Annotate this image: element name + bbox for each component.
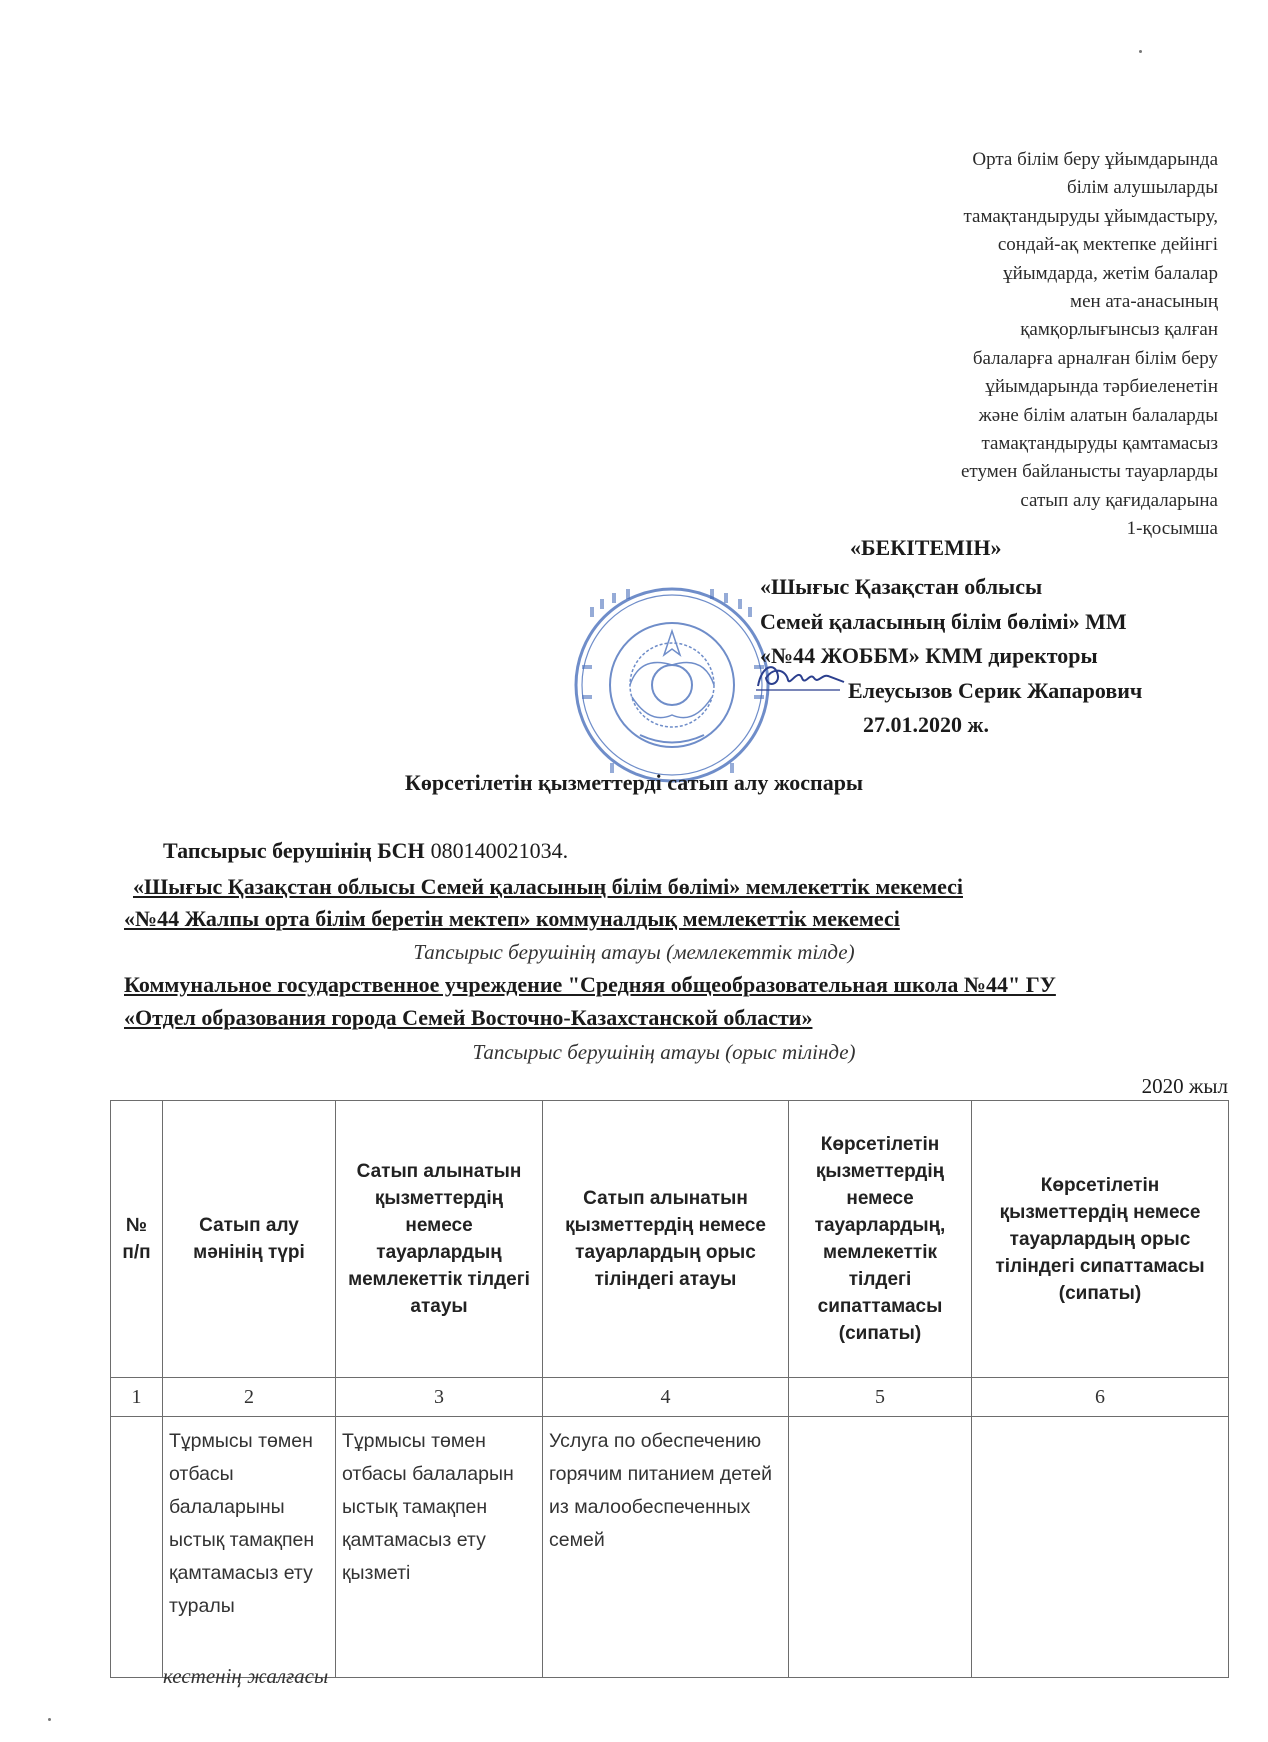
column-number: 1 xyxy=(111,1378,163,1417)
caption-ru: Тапсырыс берушінің атауы (орыс тілінде) xyxy=(472,1040,856,1064)
customer-bin xyxy=(163,838,568,864)
annex-line: білім алушыларды xyxy=(1066,177,1218,199)
description-kz-cell xyxy=(789,1417,972,1678)
annex-line: және білім алатын балаларды xyxy=(978,404,1218,426)
approval-block xyxy=(760,570,1142,743)
table-header-row xyxy=(111,1101,1229,1378)
procurement-subject-cell: Тұрмысы төмен отбасы балаларыны ыстық тамақпен қамтамасыз ету туралы xyxy=(163,1417,336,1678)
column-number: 6 xyxy=(972,1378,1229,1417)
customer-name-ru-line1: Коммунальное государственное учреждение "Средняя общеобразовательная школа №44" ГУ xyxy=(124,972,1056,997)
customer-name-kz-line2: «№44 Жалпы орта білім беретін мектеп» коммуналдық мемлекеттік мекемесі xyxy=(124,906,900,931)
approval-heading: «БЕКІТЕМІН» xyxy=(850,535,1002,560)
bin-value: 080140021034. xyxy=(430,838,569,863)
column-number-row xyxy=(111,1378,1229,1417)
name-ru-cell: Услуга по обеспечению горячим питанием детей из малообеспеченных семей xyxy=(543,1417,789,1678)
plan-year: 2020 жыл xyxy=(1141,1074,1228,1098)
annex-line: 1-қосымша xyxy=(1126,518,1218,540)
annex-line: ұйымдарында тәрбиеленетін xyxy=(985,376,1218,398)
annex-header xyxy=(778,146,1218,544)
annex-line: Орта білім беру ұйымдарында xyxy=(972,149,1218,170)
header-cell: Көрсетілетін қызметтердің немесе тауарлардың, мемлекеттік тілдегі сипаттамасы (сипаты) xyxy=(789,1101,972,1378)
approval-org-line: Семей қаласының білім бөлімі» ММ xyxy=(760,608,1127,634)
annex-line: мен ата-анасының xyxy=(1070,291,1218,313)
description-ru-cell xyxy=(972,1417,1229,1678)
annex-line: балаларға арналған білім беру xyxy=(972,347,1218,369)
approval-date: 27.01.2020 ж. xyxy=(863,712,989,737)
annex-line: тамақтандыруды ұйымдастыру, xyxy=(963,205,1218,227)
annex-line: етумен байланысты тауарларды xyxy=(960,461,1218,483)
column-number: 3 xyxy=(336,1378,543,1417)
official-seal-icon xyxy=(570,585,775,785)
procurement-plan-table xyxy=(110,1100,1229,1678)
annex-line: ұйымдарда, жетім балалар xyxy=(1003,262,1218,284)
annex-line: сондай-ақ мектепке дейінгі xyxy=(997,234,1218,256)
bin-label: Тапсырыс берушінің БСН xyxy=(163,838,425,863)
header-cell: Көрсетілетін қызметтердің немесе тауарлардың орыс тіліндегі сипаттамасы (сипаты) xyxy=(972,1101,1229,1378)
scan-speck xyxy=(48,1718,51,1721)
header-cell: Сатып алынатын қызметтердің немесе тауарлардың орыс тіліндегі атауы xyxy=(543,1101,789,1378)
caption-kz: Тапсырыс берушінің атауы (мемлекеттік тілде) xyxy=(413,940,855,964)
header-cell: № п/п xyxy=(111,1101,163,1378)
header-cell: Сатып алу мәнінің түрі xyxy=(163,1101,336,1378)
customer-name-kz-line1: «Шығыс Қазақстан облысы Семей қаласының білім бөлімі» мемлекеттік мекемесі xyxy=(133,874,963,899)
header-cell: Сатып алынатын қызметтердің немесе тауарлардың мемлекеттік тілдегі атауы xyxy=(336,1101,543,1378)
scan-speck xyxy=(1139,50,1142,53)
annex-line: қамқорлығынсыз қалған xyxy=(1020,319,1218,341)
table-row xyxy=(111,1417,1229,1678)
customer-name-ru-line2: «Отдел образования города Семей Восточно-Казахстанской области» xyxy=(124,1005,813,1030)
annex-line: тамақтандыруды қамтамасыз xyxy=(981,433,1218,455)
name-kz-cell: Тұрмысы төмен отбасы балаларын ыстық тамақпен қамтамасыз ету қызметі xyxy=(336,1417,543,1678)
approval-org-line: «Шығыс Қазақстан облысы xyxy=(760,574,1043,599)
document-title: Көрсетілетін қызметтерді сатып алу жоспары xyxy=(404,770,864,795)
column-number: 2 xyxy=(163,1378,336,1417)
column-number: 5 xyxy=(789,1378,972,1417)
column-number: 4 xyxy=(543,1378,789,1417)
annex-line: сатып алу қағидаларына xyxy=(1020,489,1218,511)
director-name: Елеусызов Серик Жапарович xyxy=(848,677,1143,703)
row-number-cell xyxy=(111,1417,163,1678)
approval-org-line: «№44 ЖОББМ» КММ директоры xyxy=(760,643,1098,668)
table-continuation-note: кестенің жалғасы xyxy=(163,1664,329,1688)
